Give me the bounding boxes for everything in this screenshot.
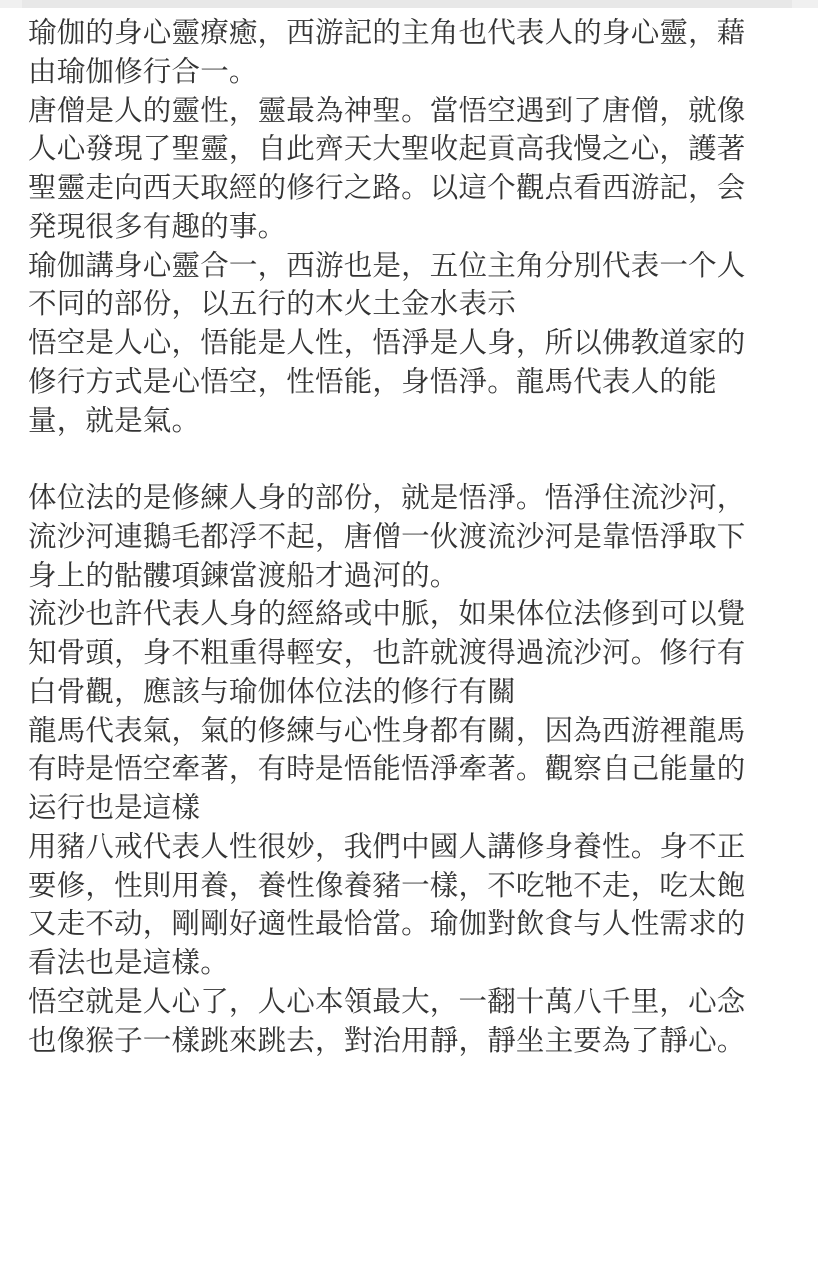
text-line: 唐僧是人的靈性，靈最為神聖。當悟空遇到了唐僧，就像: [28, 93, 746, 127]
text-line: 人心發現了聖靈，自此齊天大聖收起貢高我慢之心，護著: [28, 132, 746, 166]
text-line: 知骨頭，身不粗重得輕安，也許就渡得過流沙河。修行有: [28, 636, 746, 669]
top-strip-highlight: [22, 0, 792, 8]
text-line: 白骨觀，應該与瑜伽体位法的修行有關: [28, 674, 516, 708]
top-strip: [0, 0, 818, 8]
text-line: 又走不动，剛剛好適性最恰當。瑜伽對飲食与人性需求的: [28, 907, 746, 941]
text-line: 身上的骷髏項鍊當渡船才過河的。: [28, 558, 459, 592]
article-body: [28, 14, 798, 1274]
text-line: 瑜伽講身心靈合一，西游也是，五位主角分別代表一个人: [28, 248, 746, 282]
text-line: 修行方式是心悟空，性悟能，身悟淨。龍馬代表人的能: [28, 364, 717, 398]
text-line: 有時是悟空牽著，有時是悟能悟淨牽著。觀察自己能量的: [28, 752, 746, 786]
text-line: 発現很多有趣的事。: [28, 209, 287, 243]
text-line: 悟空就是人心了，人心本領最大，一翻十萬八千里，心念: [28, 984, 746, 1018]
text-line: 悟空是人心，悟能是人性，悟淨是人身，所以佛教道家的: [28, 326, 746, 359]
text-line: 量，就是氣。: [28, 403, 201, 437]
text-line: 运行也是這樣: [28, 791, 201, 824]
text-line: 用豬八戒代表人性很妙，我們中國人講修身養性。身不正: [28, 829, 746, 863]
blank-line: [28, 440, 798, 479]
text-line: 看法也是這樣。: [28, 946, 229, 979]
text-line: 由瑜伽修行合一。: [28, 54, 258, 88]
text-line: 瑜伽的身心靈療癒，西游記的主角也代表人的身心靈，藉: [28, 16, 746, 49]
text-line: 不同的部份，以五行的木火土金水表示: [28, 287, 516, 321]
text-line: 也像猴子一樣跳來跳去，對治用靜，靜坐主要為了靜心。: [28, 1023, 746, 1057]
text-line: 体位法的是修練人身的部份，就是悟淨。悟淨住流沙河，: [28, 481, 746, 514]
text-line: 聖靈走向西天取經的修行之路。以這个觀点看西游記，会: [28, 171, 746, 204]
text-line: 流沙也許代表人身的經絡或中脈，如果体位法修到可以覺: [28, 597, 746, 631]
text-line: 龍馬代表氣，氣的修練与心性身都有關，因為西游裡龍馬: [28, 713, 746, 747]
text-line: 流沙河連鵝毛都浮不起，唐僧一伙渡流沙河是靠悟淨取下: [28, 519, 746, 553]
text-line: 要修，性則用養，養性像養豬一樣，不吃牠不走，吃太飽: [28, 868, 746, 902]
